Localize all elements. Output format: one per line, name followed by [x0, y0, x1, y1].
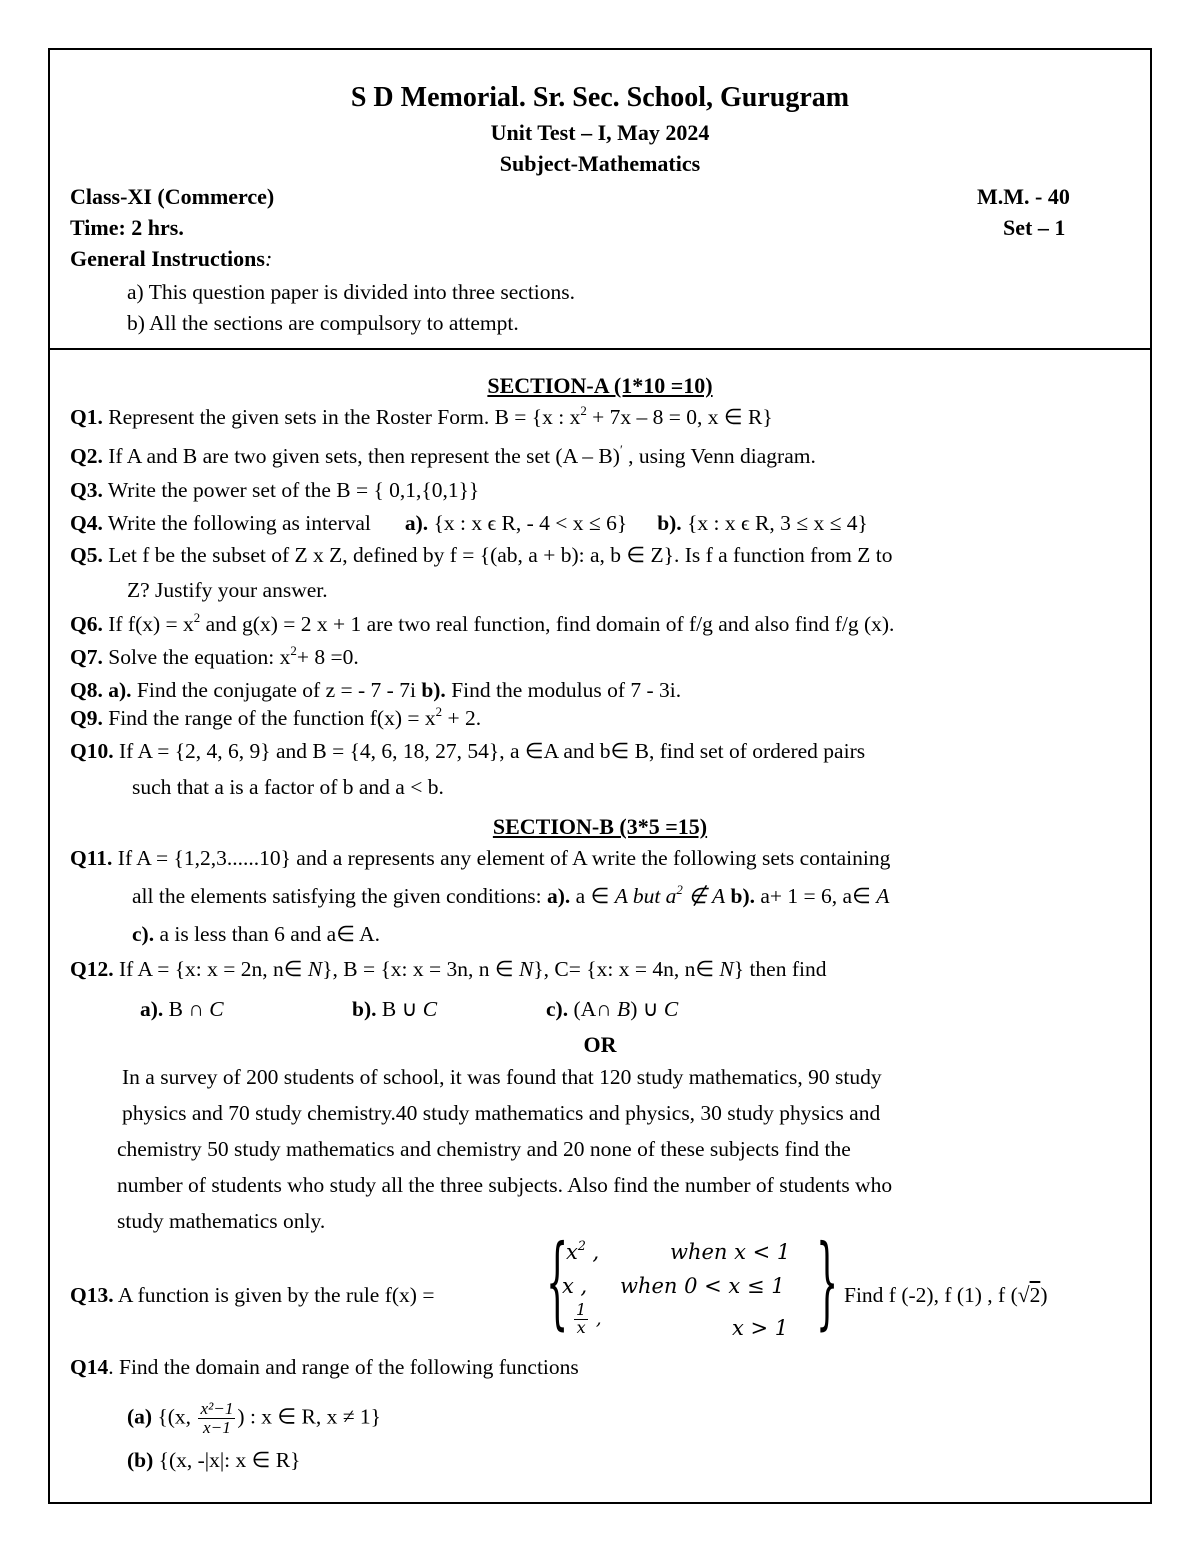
question-12-part-a: a). B ∩ C	[140, 997, 224, 1021]
or-question-line5: study mathematics only.	[117, 1209, 326, 1233]
question-11-line3: c). a is less than 6 and a∈ A.	[132, 922, 381, 946]
question-9: Q9. Find the range of the function $f(x) = x^2 + 2$.	[70, 704, 482, 730]
question-13: Q13. A function is given by the rule f(x) =	[70, 1283, 435, 1307]
question-5-line2: Z? Justify your answer.	[127, 578, 328, 602]
question-14: Q14. Find the domain and range of the following functions	[70, 1355, 579, 1379]
question-3: Q3. Write the power set of the B = { 0,1,{0,1}}	[70, 478, 480, 502]
instructions-heading: General Instructions:	[70, 246, 273, 271]
right-brace: }	[816, 1223, 839, 1340]
or-question-line1: In a survey of 200 students of school, it was found that 120 study mathematics, 90 study	[122, 1065, 882, 1089]
question-10-line2: such that a is a factor of b and a < b.	[132, 775, 444, 799]
question-4: Q4. Write the following as interval a). {x : x ϵ R, - 4 < x ≤ 6} b). {x : x ϵ R, 3 ≤ x ≤ 4}	[70, 511, 868, 535]
set-label: Set – 1	[1003, 215, 1066, 240]
case-1-cond: when x < 1	[670, 1240, 791, 1264]
instruction-b: b) All the sections are compulsory to attempt.	[127, 311, 519, 335]
question-13-find: Find f (-2), f (1) , f (√2)	[844, 1283, 1048, 1307]
question-5-line1: Q5. Let f be the subset of Z x Z, defined by f = {(ab, a + b): a, b ∈ Z}. Is f a function from Z to	[70, 543, 893, 567]
or-question-line4: number of students who study all the three subjects. Also find the number of students who	[117, 1173, 893, 1197]
instruction-a: a) This question paper is divided into three sections.	[127, 280, 576, 304]
class-label: Class-XI (Commerce)	[70, 184, 275, 209]
question-10-line1: Q10. If A = {2, 4, 6, 9} and B = {4, 6, 18, 27, 54}, a ∈A and b∈ B, find set of ordered pairs	[70, 739, 866, 763]
question-12: Q12. If A = {x: x = 2n, n∈ N}, B = {x: x = 3n, n ∈ N}, C= {x: x = 4n, n∈ N} then find	[70, 957, 827, 981]
case-1-expr: $x^2$ ,	[566, 1238, 600, 1264]
section-b-title: SECTION-B (3*5 =15)	[492, 814, 708, 839]
question-12-part-c: c). (A∩ B) ∪ C	[546, 997, 679, 1021]
question-1: Q1. Represent the given sets in the Roster Form. B = {x : $x^2 + 7x - 8 = 0$, x ∈ R}	[70, 403, 773, 429]
case-2-expr: x ,	[562, 1274, 588, 1298]
exam-title: Unit Test – I, May 2024	[490, 120, 710, 145]
question-6: Q6. If $f(x) = x^2$ and g(x) = 2 x + 1 are two real function, find domain of f/g and also find f/g (x).	[70, 610, 895, 636]
or-question-line3: chemistry 50 study mathematics and chemistry and 20 none of these subjects find the	[117, 1137, 851, 1161]
question-14-part-a: (a) {(x, $\frac{\text{x²−1}}{x-1}$ ) : x ∈ R, x ≠ 1}	[127, 1399, 381, 1438]
question-7: Q7. Solve the equation: $x^2+ 8 =0$.	[70, 643, 359, 669]
case-2-cond: when 0 < x ≤ 1	[620, 1274, 785, 1298]
question-8: Q8. a). Find the conjugate of z = - 7 - 7i b). Find the modulus of 7 - 3i.	[70, 678, 682, 702]
school-name: S D Memorial. Sr. Sec. School, Gurugram	[350, 82, 850, 113]
case-3-expr: $\frac{1}{x}$ ,	[576, 1300, 602, 1337]
header-divider	[48, 348, 1152, 350]
question-11-line1: Q11. If A = {1,2,3......10} and a represents any element of A write the following sets containing	[70, 846, 891, 870]
section-a-title: SECTION-A (1*10 =10)	[487, 373, 713, 398]
question-2: Q2. If A and B are two given sets, then represent the set (A – B)′ , using Venn diagram.	[70, 442, 816, 468]
max-marks: M.M. - 40	[977, 184, 1070, 209]
time-label: Time: 2 hrs.	[70, 215, 184, 240]
case-3-cond: x > 1	[732, 1316, 789, 1340]
subject-title: Subject-Mathematics	[499, 151, 701, 176]
or-separator: OR	[583, 1032, 617, 1057]
question-12-part-b: b). B ∪ C	[352, 997, 438, 1021]
question-14-part-b: (b) {(x, -|x|: x ∈ R}	[127, 1448, 301, 1472]
left-brace: {	[546, 1223, 569, 1340]
question-11-line2: all the elements satisfying the given conditions: a). a ∈ A but $a^2$ ∉ A b). a+ 1 = 6, a∈ A	[132, 882, 890, 908]
or-question-line2: physics and 70 study chemistry.40 study mathematics and physics, 30 study physics and	[122, 1101, 881, 1125]
